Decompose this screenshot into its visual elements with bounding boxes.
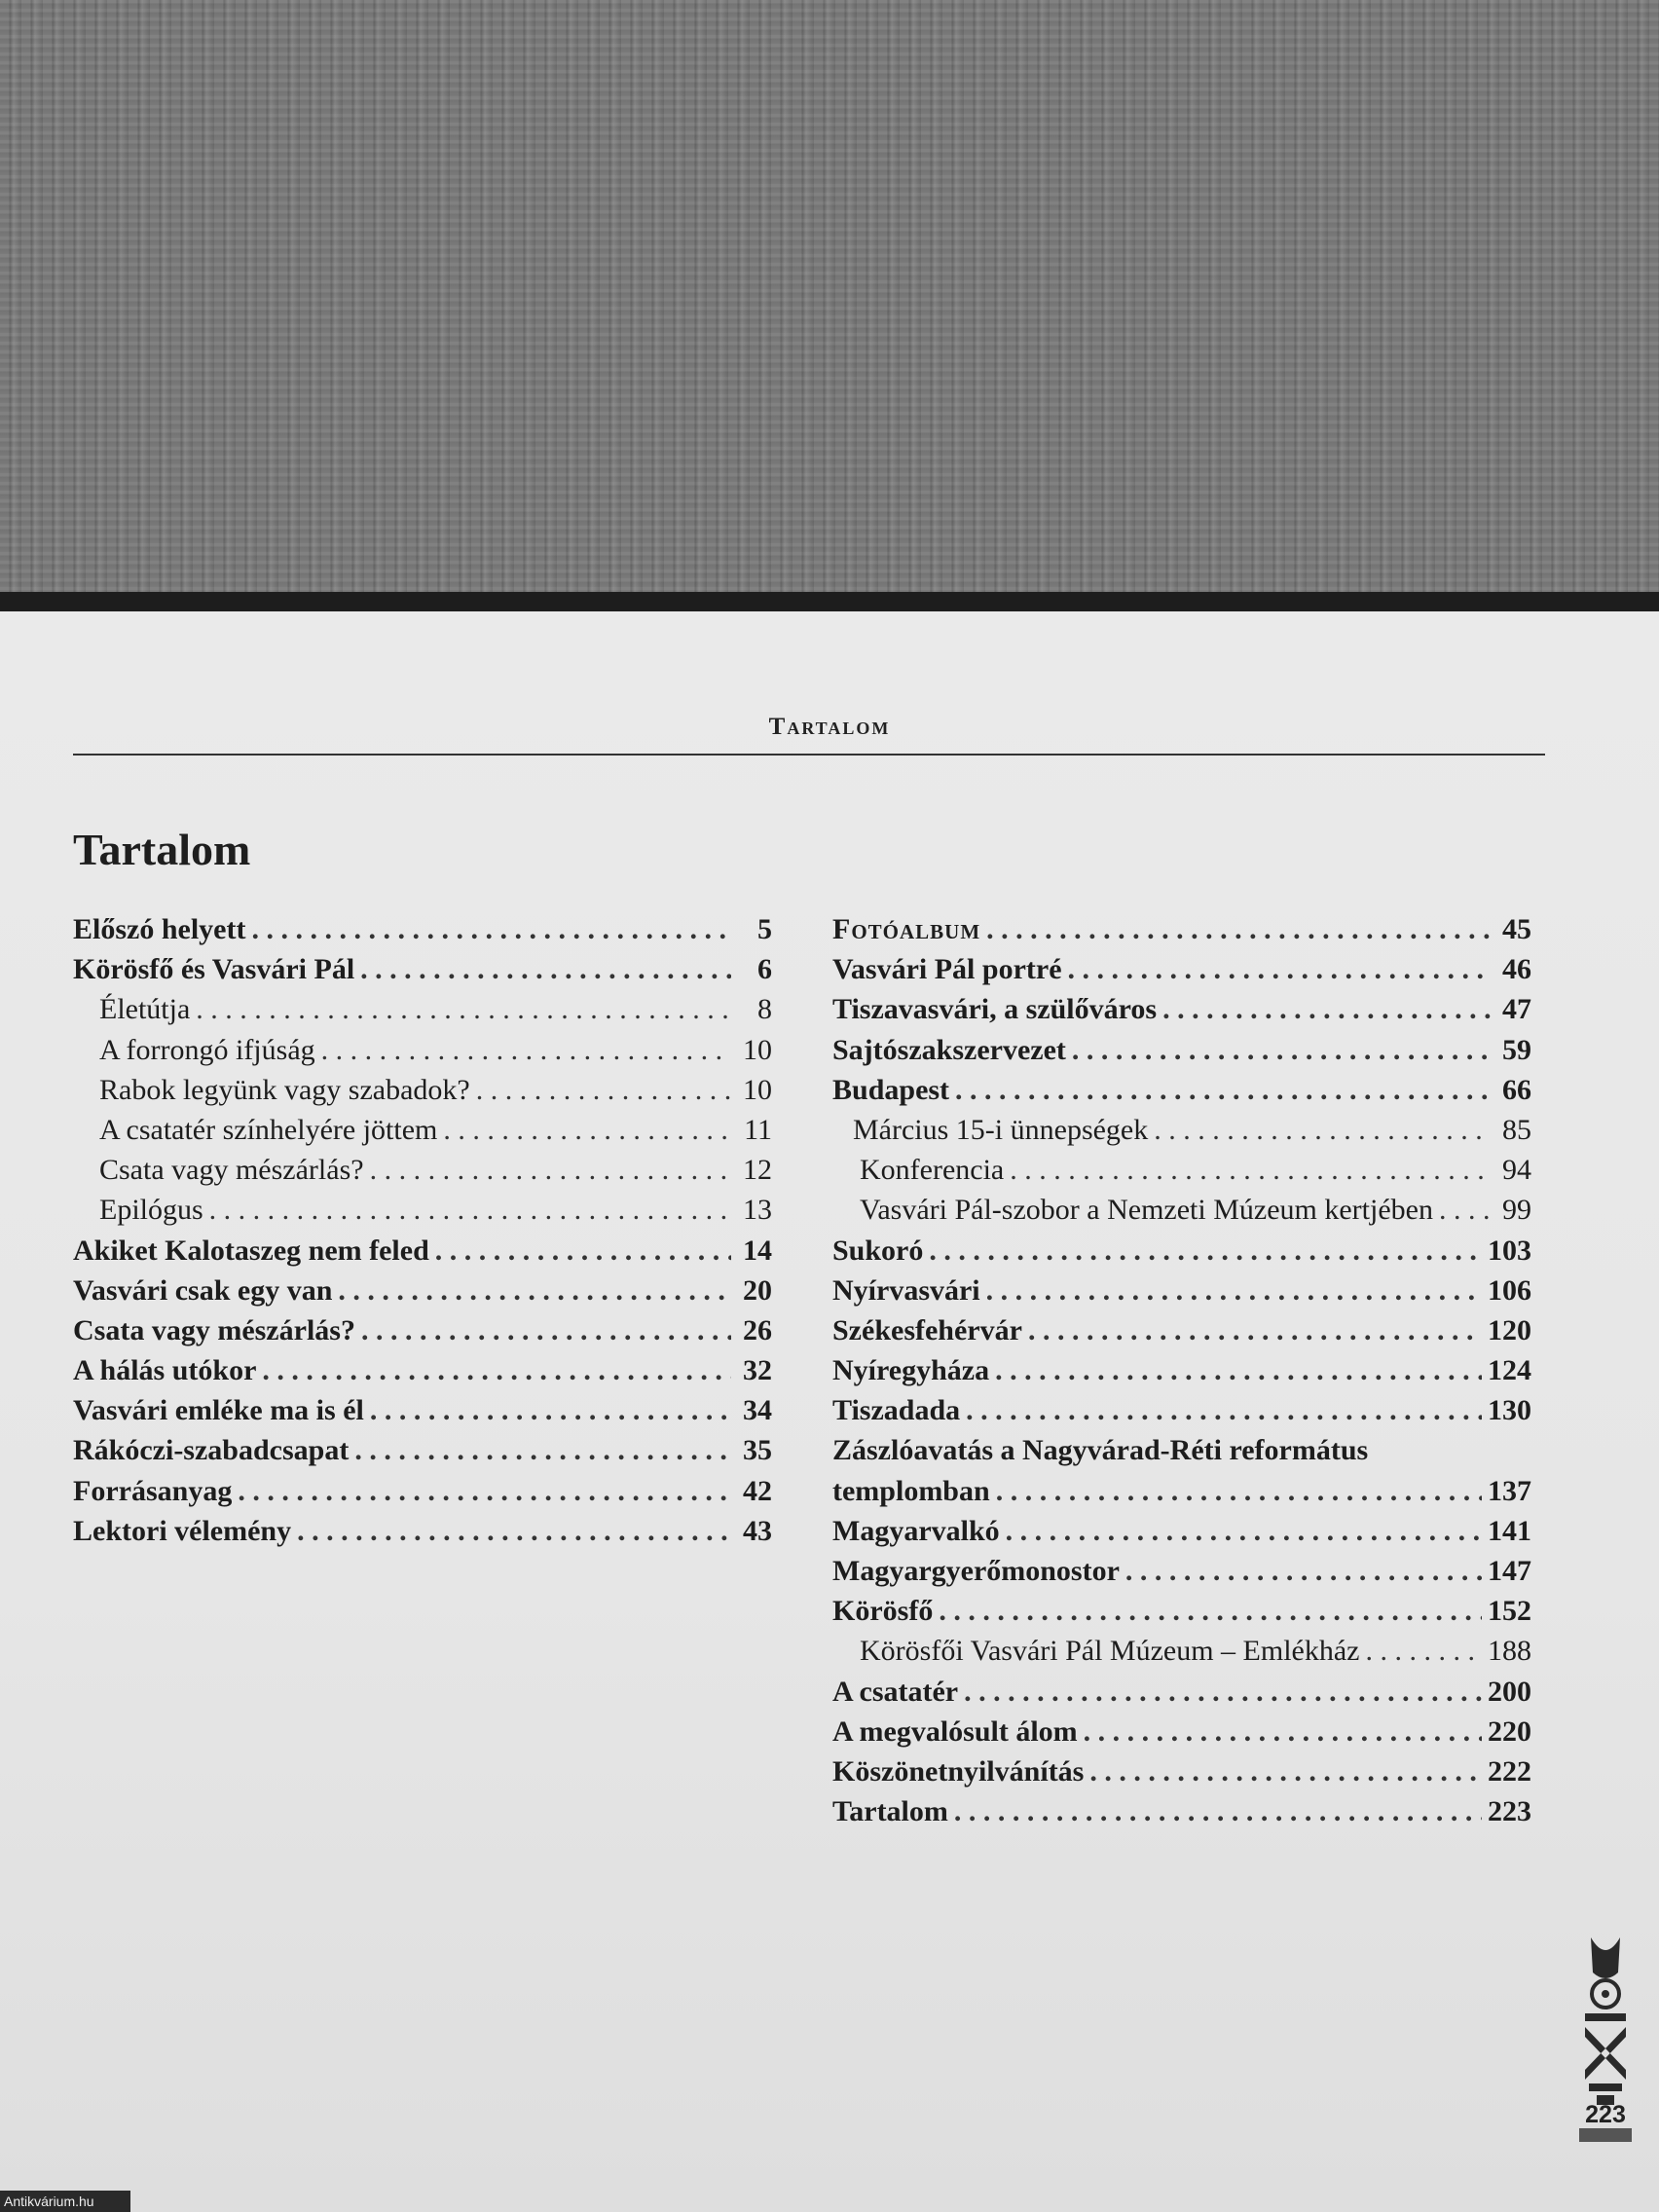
toc-entry-page: 130 xyxy=(1488,1394,1531,1427)
decorative-ornament-icon xyxy=(1579,1934,1632,2107)
toc-entry xyxy=(73,953,772,993)
toc-entry-page: 94 xyxy=(1502,1154,1531,1187)
dot-leader xyxy=(297,1515,731,1548)
dot-leader xyxy=(262,1354,731,1387)
toc-entry-title: Zászlóavatás a Nagyvárad-Réti református xyxy=(832,1434,1369,1467)
toc-entry xyxy=(832,1595,1531,1635)
toc-entry-page: 47 xyxy=(1502,993,1531,1026)
dot-leader xyxy=(1125,1555,1482,1588)
toc-entry xyxy=(832,1715,1531,1755)
toc-entry xyxy=(832,1755,1531,1795)
toc-entry xyxy=(832,1354,1531,1394)
dot-leader xyxy=(996,1475,1482,1508)
toc-entry-page: 120 xyxy=(1488,1313,1531,1346)
book-page xyxy=(0,611,1659,2212)
toc-entry-page: 6 xyxy=(757,953,772,986)
header-rule xyxy=(73,754,1545,756)
toc-entry-title: Körösfő és Vasvári Pál xyxy=(73,953,355,986)
toc-entry-title: Tartalom xyxy=(832,1795,948,1828)
toc-entry-title: Vasvári csak egy van xyxy=(73,1273,333,1307)
dot-leader xyxy=(986,1274,1482,1308)
dot-leader xyxy=(209,1194,731,1227)
toc-entry-page: 34 xyxy=(743,1394,772,1427)
dot-leader xyxy=(939,1595,1482,1628)
toc-entry xyxy=(73,913,772,953)
page-number-bar xyxy=(1579,2128,1632,2142)
toc-entry-page: 13 xyxy=(743,1194,772,1227)
toc-entry-title: Tiszadada xyxy=(832,1394,961,1427)
toc-entry-page: 10 xyxy=(743,1073,772,1106)
toc-right-column xyxy=(832,913,1531,1835)
dot-leader xyxy=(1366,1635,1482,1668)
toc-entry-page: 26 xyxy=(743,1313,772,1346)
toc-entry xyxy=(832,1635,1531,1675)
toc-entry xyxy=(73,993,772,1033)
toc-entry-page: 147 xyxy=(1488,1555,1531,1587)
dot-leader xyxy=(361,1314,731,1347)
toc-entry xyxy=(832,1795,1531,1835)
toc-entry-page: 152 xyxy=(1488,1595,1531,1628)
toc-entry xyxy=(832,1555,1531,1595)
toc-entry-title: Forrásanyag xyxy=(73,1474,233,1507)
dot-leader xyxy=(1439,1194,1491,1227)
toc-entry-title: Magyargyerőmonostor xyxy=(832,1555,1120,1587)
dot-leader xyxy=(966,1394,1482,1427)
toc-entry xyxy=(832,1235,1531,1274)
toc-entry-title: Lektori vélemény xyxy=(73,1514,292,1547)
dot-leader xyxy=(196,993,731,1026)
running-head: Tartalom xyxy=(768,714,891,740)
toc-entry-title: Körösfő xyxy=(832,1595,934,1628)
dot-leader xyxy=(435,1235,731,1268)
toc-entry-title: Epilógus xyxy=(99,1194,203,1227)
toc-entry-title: Március 15-i ünnepségek xyxy=(853,1113,1149,1146)
dot-leader xyxy=(1084,1715,1482,1749)
toc-entry xyxy=(832,1434,1531,1474)
dot-leader xyxy=(354,1434,731,1467)
toc-entry-page: 14 xyxy=(743,1234,772,1267)
toc-entry-page: 20 xyxy=(743,1273,772,1307)
toc-entry-title: Rákóczi-szabadcsapat xyxy=(73,1434,350,1467)
dot-leader xyxy=(1162,993,1491,1026)
toc-entry-title: Tiszavasvári, a szülőváros xyxy=(832,993,1158,1026)
toc-entry-page: 10 xyxy=(743,1033,772,1066)
toc-entry xyxy=(73,1154,772,1194)
toc-entry-title: templomban xyxy=(832,1474,990,1507)
toc-entry-title: Köszönetnyilvánítás xyxy=(832,1754,1085,1788)
toc-entry-title: A hálás utókor xyxy=(73,1354,257,1387)
toc-entry-page: 5 xyxy=(757,913,772,945)
toc-entry xyxy=(73,1235,772,1274)
dot-leader xyxy=(954,1795,1482,1828)
dot-leader xyxy=(995,1354,1482,1387)
toc-entry-page: 222 xyxy=(1488,1754,1531,1788)
toc-entry-page: 85 xyxy=(1502,1113,1531,1146)
dot-leader xyxy=(964,1676,1482,1709)
toc-entry xyxy=(832,1475,1531,1515)
toc-entry-title: Vasvári Pál portré xyxy=(832,953,1062,986)
toc-entry xyxy=(832,993,1531,1033)
toc-entry-page: 220 xyxy=(1488,1714,1531,1748)
toc-entry-page: 141 xyxy=(1488,1514,1531,1547)
toc-entry-title: A csatatér színhelyére jöttem xyxy=(99,1113,438,1146)
dot-leader xyxy=(370,1394,731,1427)
dot-leader xyxy=(360,953,731,986)
toc-entry-title: Vasvári emléke ma is él xyxy=(73,1394,364,1427)
toc-entry-title: Életútja xyxy=(99,993,191,1026)
toc-entry-title: Akiket Kalotaszeg nem feled xyxy=(73,1234,429,1267)
page-number: 223 xyxy=(1585,2101,1626,2128)
dot-leader xyxy=(955,1074,1491,1107)
dot-leader xyxy=(1089,1755,1482,1788)
toc-entry xyxy=(832,1074,1531,1114)
dot-leader xyxy=(1028,1314,1482,1347)
toc-entry-title: Csata vagy mészárlás? xyxy=(73,1313,355,1346)
toc-entry xyxy=(73,1475,772,1515)
dot-leader xyxy=(251,913,731,946)
toc-entry-title: A forrongó ifjúság xyxy=(99,1033,315,1066)
toc-entry-page: 45 xyxy=(1502,913,1531,945)
toc-entry-page: 43 xyxy=(743,1514,772,1547)
toc-entry xyxy=(832,1114,1531,1154)
dot-leader xyxy=(443,1114,731,1147)
dot-leader xyxy=(986,913,1491,946)
dot-leader xyxy=(1068,953,1491,986)
toc-entry-page: 66 xyxy=(1502,1073,1531,1106)
toc-entry xyxy=(73,1314,772,1354)
toc-entry-title: Budapest xyxy=(832,1073,950,1106)
toc-entry-title: Nyírvasvári xyxy=(832,1273,980,1307)
toc-entry xyxy=(73,1354,772,1394)
toc-entry-page: 11 xyxy=(744,1113,772,1146)
dot-leader xyxy=(321,1034,731,1067)
toc-entry-title: Magyarvalkó xyxy=(832,1514,1000,1547)
toc-entry-page: 188 xyxy=(1488,1635,1531,1668)
toc-entry xyxy=(832,953,1531,993)
toc-entry-page: 124 xyxy=(1488,1354,1531,1387)
toc-entry-title: Rabok legyünk vagy szabadok? xyxy=(99,1073,470,1106)
toc-entry-page: 35 xyxy=(743,1434,772,1467)
toc-entry-page: 103 xyxy=(1488,1234,1531,1267)
toc-entry xyxy=(832,1194,1531,1234)
toc-left-column xyxy=(73,913,772,1555)
background-surface xyxy=(0,0,1659,604)
toc-entry-page: 137 xyxy=(1488,1474,1531,1507)
dot-leader xyxy=(1072,1034,1491,1067)
toc-entry-page: 200 xyxy=(1488,1675,1531,1708)
toc-entry xyxy=(832,1676,1531,1715)
dot-leader xyxy=(1010,1154,1491,1187)
toc-entry-title: Előszó helyett xyxy=(73,913,246,945)
toc-entry xyxy=(73,1434,772,1474)
dot-leader xyxy=(370,1154,731,1187)
toc-entry xyxy=(73,1394,772,1434)
toc-entry-page: 8 xyxy=(757,993,772,1026)
toc-entry-title: Sajtószakszervezet xyxy=(832,1033,1066,1066)
dot-leader xyxy=(1154,1114,1491,1147)
toc-entry xyxy=(832,1394,1531,1434)
dot-leader xyxy=(476,1074,731,1107)
dot-leader xyxy=(238,1475,731,1508)
toc-entry-title: A megvalósult álom xyxy=(832,1714,1078,1748)
toc-entry xyxy=(832,1154,1531,1194)
toc-entry xyxy=(73,1515,772,1555)
toc-entry xyxy=(73,1074,772,1114)
toc-entry-title: Fotóalbum xyxy=(832,913,981,945)
toc-entry-page: 99 xyxy=(1502,1194,1531,1227)
toc-entry-page: 12 xyxy=(743,1154,772,1187)
toc-entry-page: 46 xyxy=(1502,953,1531,986)
page-title: Tartalom xyxy=(73,825,251,874)
toc-entry xyxy=(73,1114,772,1154)
toc-entry-page: 32 xyxy=(743,1354,772,1387)
toc-entry-title: Konferencia xyxy=(860,1154,1005,1187)
watermark: Antikvárium.hu xyxy=(0,2191,130,2212)
toc-entry-page: 106 xyxy=(1488,1273,1531,1307)
toc-entry xyxy=(832,1314,1531,1354)
dot-leader xyxy=(338,1274,731,1308)
toc-entry xyxy=(73,1274,772,1314)
toc-entry-title: Székesfehérvár xyxy=(832,1313,1022,1346)
toc-entry xyxy=(73,1194,772,1234)
toc-entry xyxy=(73,1034,772,1074)
toc-entry-title: Körösfői Vasvári Pál Múzeum – Emlékház xyxy=(860,1635,1360,1668)
toc-entry xyxy=(832,1034,1531,1074)
toc-entry xyxy=(832,1274,1531,1314)
toc-entry-page: 223 xyxy=(1488,1795,1531,1828)
dot-leader xyxy=(929,1235,1482,1268)
dot-leader xyxy=(1006,1515,1482,1548)
toc-entry-title: Vasvári Pál-szobor a Nemzeti Múzeum kertjében xyxy=(860,1194,1433,1227)
toc-entry-title: Sukoró xyxy=(832,1234,924,1267)
toc-entry-page: 59 xyxy=(1502,1033,1531,1066)
toc-entry-title: A csatatér xyxy=(832,1675,959,1708)
toc-entry-page: 42 xyxy=(743,1474,772,1507)
toc-entry-title: Nyíregyháza xyxy=(832,1354,990,1387)
toc-entry xyxy=(832,913,1531,953)
toc-entry xyxy=(832,1515,1531,1555)
toc-entry-title: Csata vagy mészárlás? xyxy=(99,1154,364,1187)
